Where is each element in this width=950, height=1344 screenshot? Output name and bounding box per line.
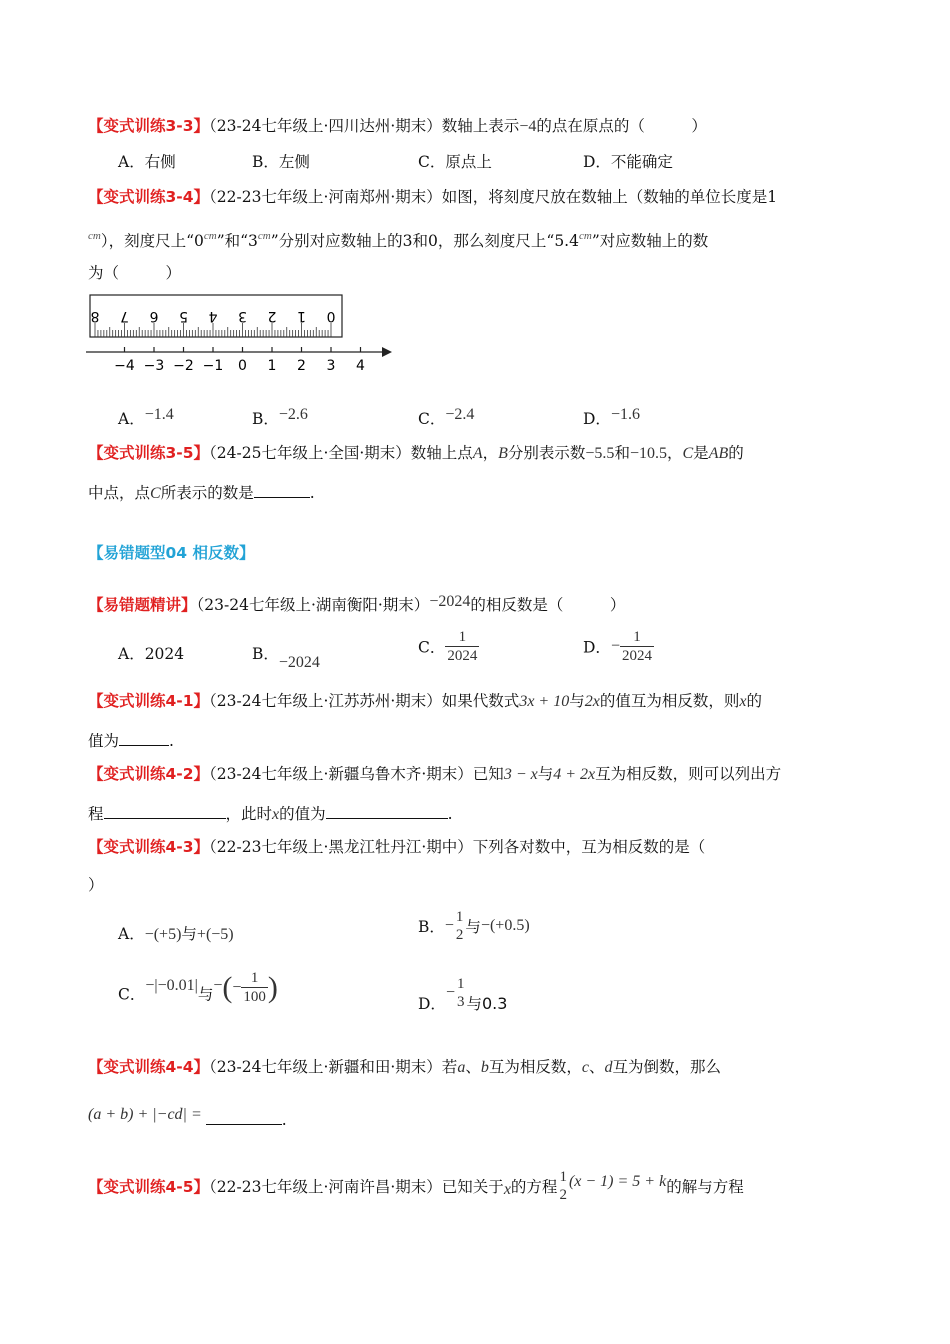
question-tag: 【变式训练3-5】 (88, 444, 210, 462)
question-4-2-line2: 程 ，此时x的值为 . (88, 802, 890, 826)
question-4-1-line2: 值为 . (88, 729, 890, 752)
option-b: B．−2024 (252, 645, 320, 671)
option-d: D．− $\frac{1}{2024}$ (583, 629, 652, 664)
question-easy-error: 【易错题精讲】（23-24七年级上·湖南衡阳·期末）−2024的相反数是（ ） (88, 593, 626, 614)
ruler-label: 3 (238, 308, 247, 324)
question-tag: 【变式训练4-3】 (88, 838, 210, 856)
question-4-4-line2: (a + b) + |−cd| = . (88, 1106, 287, 1129)
ruler-label: 8 (90, 308, 100, 324)
question-4-1: 【变式训练4-1】（23-24七年级上·江苏苏州·期末）如果代数式3x + 10与2x的值互为相反数，则x的 (88, 692, 762, 710)
axis-label: −4 (114, 358, 135, 374)
axis-label: 1 (267, 358, 277, 374)
axis-label: 0 (238, 358, 247, 374)
ruler-figure (84, 292, 404, 382)
question-4-3: 【变式训练4-3】（22-23七年级上·黑龙江牡丹江·期中）下列各对数中，互为相反数的是（ (88, 838, 706, 856)
axis-label: −1 (202, 358, 224, 374)
question-4-5: 【变式训练4-5】（22-23七年级上·河南许昌·期末）已知关于x的方程 1 2 (x − 1) = 5 + k的解与方程 (88, 1169, 744, 1203)
option-b: B．−2.6 (252, 406, 308, 428)
axis-label: 3 (326, 358, 336, 374)
question-tag: 【变式训练4-4】 (88, 1058, 210, 1076)
option-c: C．−|−0.01|与−(− $\frac{1}{100}$ ) (118, 970, 278, 1005)
question-3-5-line2: 中点，点C所表示的数是 . (88, 481, 890, 505)
ruler-label: 0 (326, 308, 336, 324)
option-a: A．右侧 (118, 153, 176, 171)
option-a: A．2024 (118, 645, 185, 663)
answer-blank[interactable] (254, 481, 310, 498)
ruler-label: 7 (120, 308, 129, 324)
question-4-2: 【变式训练4-2】（23-24七年级上·新疆乌鲁木齐·期末）已知3 − x与4 + 2x互为相反数，则可以列出方 (88, 765, 782, 783)
question-tag: 【变式训练3-4】 (88, 188, 210, 206)
question-tag: 【变式训练3-3】 (88, 117, 210, 135)
ruler-label: 2 (267, 308, 277, 324)
question-4-3-line2: ） (88, 876, 104, 894)
ruler-label: 4 (208, 308, 218, 324)
ruler-label: 6 (149, 308, 159, 324)
question-3-4: 【变式训练3-4】（22-23七年级上·河南郑州·期末）如图，将刻度尺放在数轴上（数轴的单位长度是1 (88, 188, 778, 206)
option-d: D．−1.6 (583, 406, 640, 428)
option-a: A．−1.4 (118, 406, 174, 428)
question-tag: 【易错题精讲】 (88, 596, 197, 614)
option-b: B．左侧 (252, 153, 310, 171)
ruler-label: 1 (297, 308, 306, 324)
answer-blank[interactable] (206, 1108, 282, 1125)
answer-blank[interactable] (104, 802, 226, 819)
axis-label: 4 (356, 358, 365, 374)
option-a: A．−(+5)与+(−5) (118, 925, 234, 943)
question-tag: 【变式训练4-1】 (88, 692, 210, 710)
section-title: 【易错题型04 相反数】 (88, 544, 255, 562)
question-tag: 【变式训练4-2】 (88, 765, 210, 783)
axis-label: −3 (143, 358, 165, 374)
option-c: C．原点上 (418, 153, 492, 171)
axis-label: −2 (173, 358, 194, 374)
option-d: D．− 1 3 与0.3 (418, 976, 508, 1013)
question-3-4-line2: $^{cm}$），刻度尺上“$0^{cm}$”和“$3^{cm}$”分别对应数轴上的3和0，那么刻度尺上“$5.4^{cm}$”对应数轴上的数 (88, 230, 709, 250)
question-3-5: 【变式训练3-5】（24-25七年级上·全国·期末）数轴上点A，B分别表示数−5.5和−10.5，C是AB的 (88, 444, 744, 462)
option-b: B．− 1 2 与−(+0.5) (418, 909, 530, 943)
ruler-label: 5 (179, 308, 188, 324)
option-c: C． $\frac{1}{2024}$ (418, 629, 478, 664)
axis-label: 2 (297, 358, 306, 374)
answer-blank[interactable] (326, 802, 448, 819)
question-3-4-line3: 为（ ） (88, 264, 182, 282)
option-d: D．不能确定 (583, 153, 673, 171)
question-4-4: 【变式训练4-4】（23-24七年级上·新疆和田·期末）若a、b互为相反数，c、d互为倒数，那么 (88, 1058, 721, 1076)
question-3-3: 【变式训练3-3】（23-24七年级上·四川达州·期末）数轴上表示−4的点在原点的（ ） (88, 117, 707, 135)
option-c: C．−2.4 (418, 406, 475, 428)
question-tag: 【变式训练4-5】 (88, 1178, 210, 1196)
answer-blank[interactable] (119, 729, 169, 746)
